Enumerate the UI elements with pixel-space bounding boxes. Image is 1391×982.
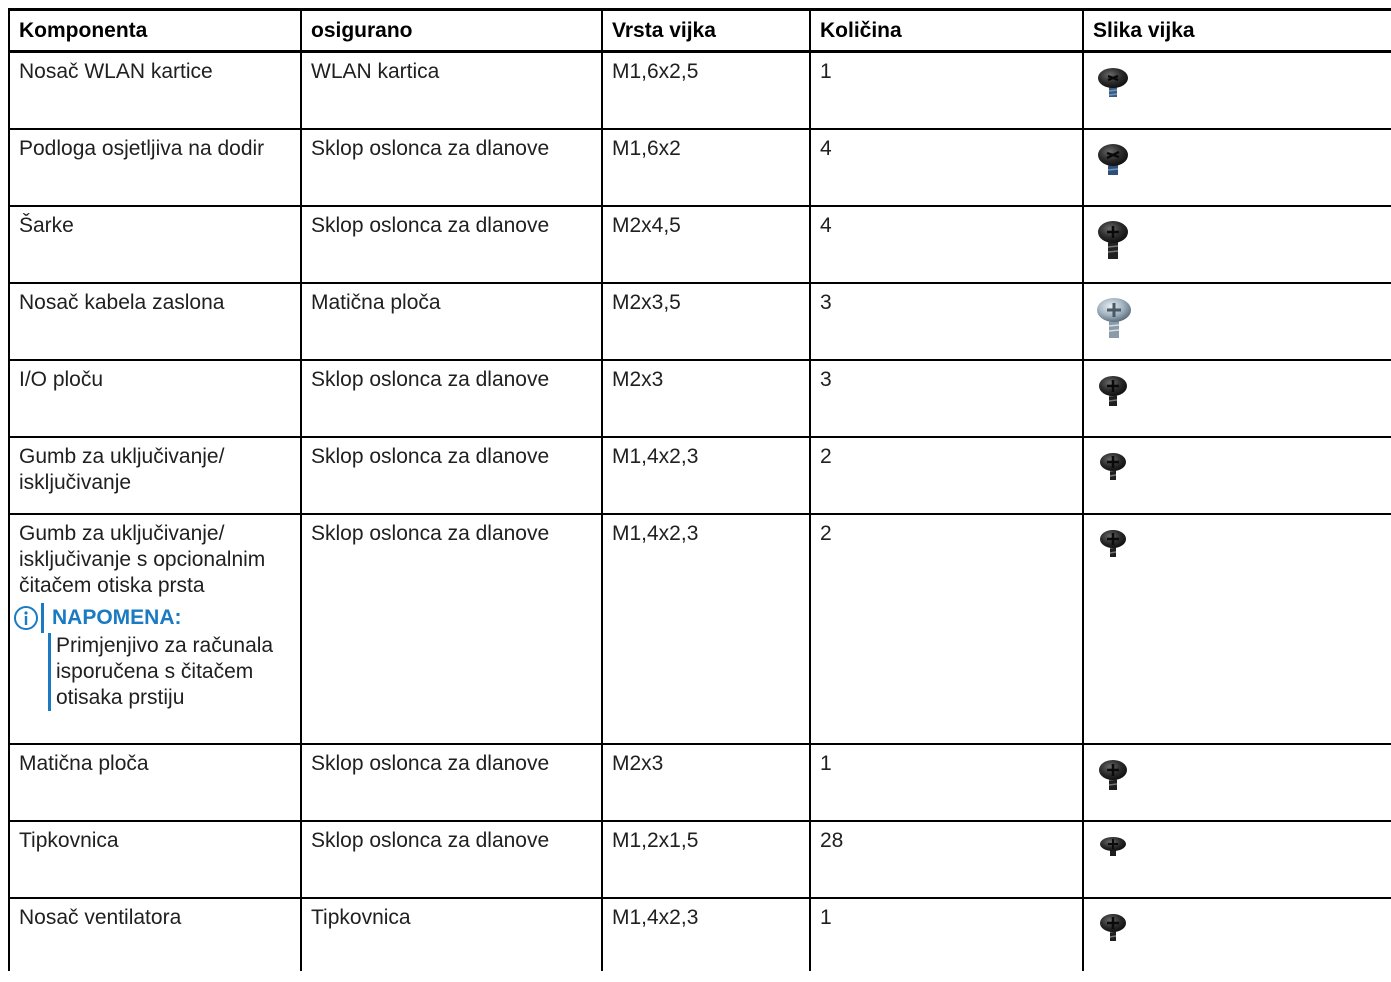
header-secured-to: osigurano [301, 10, 602, 52]
screw-black-icon [1093, 757, 1133, 797]
cell-screw-type: M1,6x2,5 [602, 52, 810, 129]
cell-component: I/O ploču [9, 360, 301, 437]
cell-screw-type: M1,4x2,3 [602, 437, 810, 514]
cell-screw-image [1083, 206, 1391, 283]
cell-secured-to: Sklop oslonca za dlanove [301, 360, 602, 437]
cell-component: Nosač kabela zaslona [9, 283, 301, 360]
header-quantity: Količina [810, 10, 1083, 52]
cell-screw-image [1083, 360, 1391, 437]
cell-secured-to: Tipkovnica [301, 898, 602, 971]
screw-black-small-icon [1093, 911, 1133, 947]
cell-secured-to: Sklop oslonca za dlanove [301, 744, 602, 821]
cell-quantity: 3 [810, 360, 1083, 437]
cell-component: Nosač WLAN kartice [9, 52, 301, 129]
cell-screw-type: M1,4x2,3 [602, 514, 810, 744]
cell-quantity: 4 [810, 129, 1083, 206]
screw-table [8, 8, 1391, 971]
cell-secured-to: Sklop oslonca za dlanove [301, 206, 602, 283]
cell-screw-image [1083, 514, 1391, 744]
cell-quantity: 1 [810, 898, 1083, 971]
screw-black-tiny-icon [1093, 834, 1133, 860]
cell-screw-type: M1,4x2,3 [602, 898, 810, 971]
table-row [9, 52, 1391, 129]
cell-screw-image [1083, 898, 1391, 971]
cell-screw-type: M2x3,5 [602, 283, 810, 360]
cell-quantity: 1 [810, 744, 1083, 821]
cell-quantity: 28 [810, 821, 1083, 898]
table-row [9, 283, 1391, 360]
screw-black-small-icon [1093, 450, 1133, 486]
cell-screw-image [1083, 129, 1391, 206]
table-row [9, 206, 1391, 283]
cell-component: Nosač ventilatora [9, 898, 301, 971]
screw-black-blue-thread-icon [1093, 142, 1133, 182]
cell-quantity: 2 [810, 437, 1083, 514]
screw-silver-icon [1093, 296, 1135, 342]
table-row [9, 744, 1391, 821]
cell-secured-to: Sklop oslonca za dlanove [301, 437, 602, 514]
note-title: NAPOMENA: [41, 603, 182, 633]
table-row [9, 360, 1391, 437]
cell-secured-to: Sklop oslonca za dlanove [301, 129, 602, 206]
note-header [19, 603, 292, 633]
cell-component [9, 514, 301, 744]
cell-quantity: 4 [810, 206, 1083, 283]
screw-black-long-icon [1093, 219, 1133, 263]
screw-black-small-icon [1093, 527, 1133, 563]
table-row [9, 129, 1391, 206]
cell-screw-image [1083, 283, 1391, 360]
cell-component: Podloga osjetljiva na dodir [9, 129, 301, 206]
cell-secured-to: Matična ploča [301, 283, 602, 360]
cell-component: Tipkovnica [9, 821, 301, 898]
cell-screw-type: M2x3 [602, 744, 810, 821]
cell-secured-to: Sklop oslonca za dlanove [301, 821, 602, 898]
cell-screw-type: M2x3 [602, 360, 810, 437]
component-text: Gumb za uključivanje/ isključivanje s opcionalnim čitačem otiska prsta [19, 521, 266, 597]
cell-screw-image [1083, 744, 1391, 821]
header-component: Komponenta [9, 10, 301, 52]
cell-component: Šarke [9, 206, 301, 283]
cell-quantity: 1 [810, 52, 1083, 129]
note-text: Primjenjivo za računala isporučena s čitačem otisaka prstiju [48, 633, 292, 711]
table-header-row [9, 10, 1391, 52]
cell-screw-image [1083, 437, 1391, 514]
cell-screw-image [1083, 52, 1391, 129]
table-row [9, 898, 1391, 971]
cell-screw-image [1083, 821, 1391, 898]
cell-quantity: 3 [810, 283, 1083, 360]
cell-screw-type: M1,6x2 [602, 129, 810, 206]
cell-component: Matična ploča [9, 744, 301, 821]
cell-quantity: 2 [810, 514, 1083, 744]
header-screw-type: Vrsta vijka [602, 10, 810, 52]
table-row [9, 437, 1391, 514]
note-box [19, 603, 292, 711]
table-row [9, 514, 1391, 744]
header-screw-image: Slika vijka [1083, 10, 1391, 52]
info-icon [13, 605, 39, 631]
cell-screw-type: M1,2x1,5 [602, 821, 810, 898]
table-row [9, 821, 1391, 898]
cell-component: Gumb za uključivanje/ isključivanje [9, 437, 301, 514]
screw-black-blue-thread-icon [1093, 65, 1133, 105]
cell-screw-type: M2x4,5 [602, 206, 810, 283]
cell-secured-to: WLAN kartica [301, 52, 602, 129]
cell-secured-to: Sklop oslonca za dlanove [301, 514, 602, 744]
screw-black-icon [1093, 373, 1133, 413]
